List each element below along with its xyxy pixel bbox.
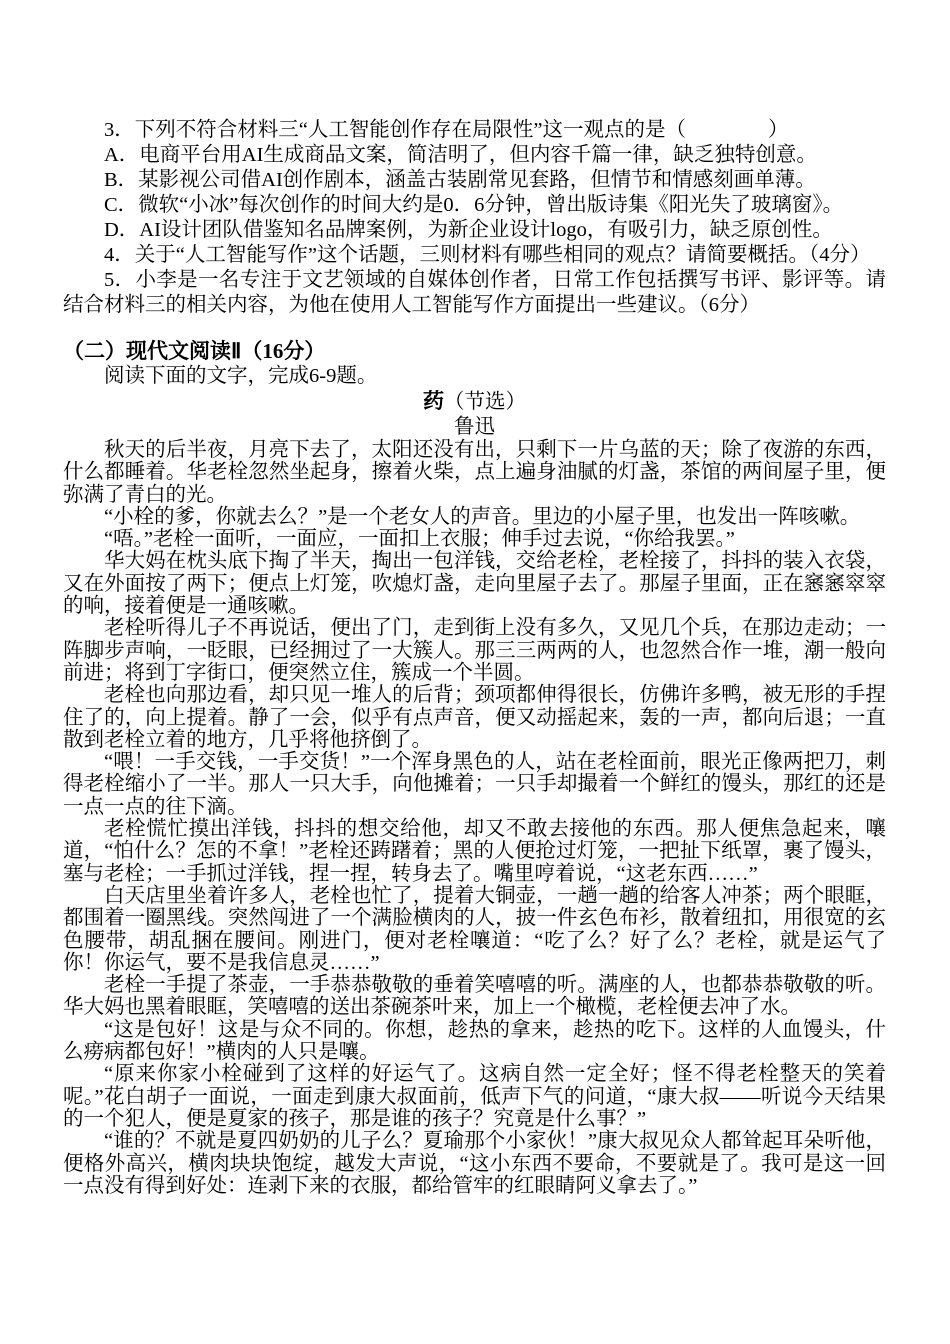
passage-paragraph: 老栓慌忙摸出洋钱，抖抖的想交给他，却又不敢去接他的东西。那人便焦急起来，嚷道，“怕什么？怎的不拿！”老栓还踌躇着；黑的人便抢过灯笼，一把扯下纸罩，裹了馒头，塞与老栓；一手抓过洋钱，捏一捏，转身去了。嘴里哼着说，“这老东西……”: [63, 818, 886, 885]
passage-paragraph: 老栓也向那边看，却只见一堆人的后背；颈项都伸得很长，仿佛许多鸭，被无形的手捏住了的，向上提着。静了一会，似乎有点声音，便又动摇起来，轰的一声，都向后退；一直散到老栓立着的地方，几乎将他挤倒了。: [63, 684, 886, 751]
question-item: 3．下列不符合材料三“人工智能创作存在局限性”这一观点的是（ ）: [104, 119, 789, 141]
section-heading: （二）现代文阅读Ⅱ（16分）: [63, 339, 326, 363]
question-item: D．AI设计团队借鉴知名品牌案例，为新企业设计logo，有吸引力，缺乏原创性。: [104, 219, 833, 241]
passage-paragraph: “喂！一手交钱，一手交货！”一个浑身黑色的人，站在老栓面前，眼光正像两把刀，刺得老栓缩小了一半。那人一只大手，向他摊着；一只手却撮着一个鲜红的馒头，那红的还是一点一点的往下滴。: [63, 751, 886, 818]
reading-title-line: [63, 389, 886, 415]
passage-paragraph: “谁的？不就是夏四奶奶的儿子么？夏瑜那个小家伙！”康大叔见众人都耸起耳朵听他，便格外高兴，横肉块块饱绽，越发大声说，“这小东西不要命，不要就是了。我可是这一回一点没有得到好处：连剥下来的衣服，都给管牢的红眼睛阿义拿去了。”: [63, 1130, 886, 1197]
question-item: A．电商平台用AI生成商品文案，简洁明了，但内容千篇一律，缺乏独特创意。: [104, 144, 817, 166]
passage-paragraph: 白天店里坐着许多人，老栓也忙了，提着大铜壶，一趟一趟的给客人冲茶；两个眼眶，都围着一圈黑线。突然闯进了一个满脸横肉的人，披一件玄色布衫，散着纽扣，用很宽的玄色腰带，胡乱捆在腰间。刚进门，便对老栓嚷道：“吃了么？好了么？老栓，就是运气了你！你运气，要不是我信息灵……”: [63, 884, 886, 974]
section-instruction: 阅读下面的文字，完成6-9题。: [104, 365, 378, 387]
questions-block: [63, 118, 886, 318]
question-item: 5．小李是一名专注于文艺领域的自媒体创作者，日常工作包括撰写书评、影评等。请结合材料三的相关内容，为他在使用人工智能写作方面提出一些建议。（6分）: [63, 269, 886, 316]
reading-author: 鲁迅: [454, 416, 495, 438]
passage-paragraph: 华大妈在枕头底下掏了半天，掏出一包洋钱，交给老栓，老栓接了，抖抖的装入衣袋，又在外面按了两下；便点上灯笼，吹熄灯盏，走向里屋子去了。那屋子里面，正在窸窸窣窣的响，接着便是一通咳嗽。: [63, 550, 886, 618]
reading-title: 药: [423, 389, 444, 413]
question-item: C．微软“小冰”每次创作的时间大约是0．6分钟，曾出版诗集《阳光失了玻璃窗》。: [104, 194, 844, 216]
passage-paragraph: 秋天的后半夜，月亮下去了，太阳还没有出，只剩下一片乌蓝的天；除了夜游的东西，什么都睡着。华老栓忽然坐起身，擦着火柴，点上遍身油腻的灯盏，茶馆的两间屋子里，便弥满了青白的光。: [63, 439, 886, 506]
passage-paragraph: “唔。”老栓一面听，一面应，一面扣上衣服；伸手过去说，“你给我罢。”: [104, 528, 735, 551]
reading-title-suffix: （节选）: [444, 391, 526, 413]
reading-passage: [63, 439, 886, 1197]
passage-paragraph: “这是包好！这是与众不同的。你想，趁热的拿来，趁热的吃下。这样的人血馒头，什么痨病都包好！”横肉的人只是嚷。: [63, 1018, 886, 1064]
passage-paragraph: “原来你家小栓碰到了这样的好运气了。这病自然一定全好；怪不得老栓整天的笑着呢。”花白胡子一面说，一面走到康大叔面前，低声下气的问道，“康大叔——听说今天结果的一个犯人，便是夏家的孩子，那是谁的孩子？究竟是什么事？”: [63, 1063, 886, 1130]
passage-paragraph: “小栓的爹，你就去么？”是一个老女人的声音。里边的小屋子里，也发出一阵咳嗽。: [104, 505, 861, 528]
passage-paragraph: 老栓听得儿子不再说话，便出了门，走到街上没有多久，又见几个兵，在那边走动；一阵脚步声响，一眨眼，已经拥过了一大簇人。那三三两两的人，也忽然合作一堆，潮一般向前进；将到丁字街口，便突然立住，簇成一个半圆。: [63, 617, 886, 684]
passage-paragraph: 老栓一手提了茶壶，一手恭恭敬敬的垂着笑嘻嘻的听。满座的人，也都恭恭敬敬的听。华大妈也黑着眼眶，笑嘻嘻的送出茶碗茶叶来，加上一个橄榄，老栓便去冲了水。: [63, 974, 886, 1019]
question-item: 4．关于“人工智能写作”这个话题，三则材料有哪些相同的观点？请简要概括。（4分）: [104, 244, 871, 266]
question-item: B．某影视公司借AI创作剧本，涵盖古装剧常见套路，但情节和情感刻画单薄。: [104, 169, 816, 191]
